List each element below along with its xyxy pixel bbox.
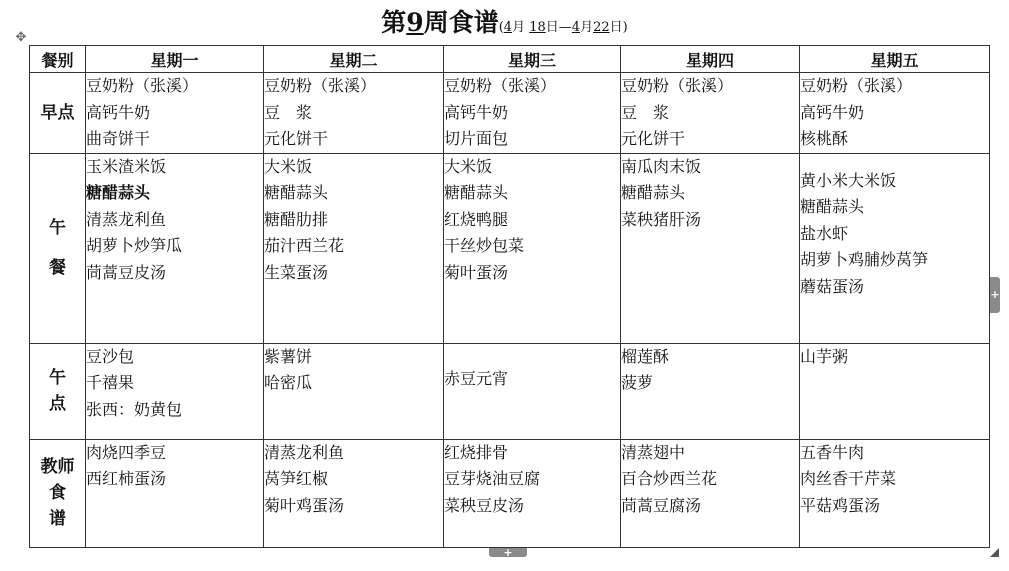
menu-item: 菊叶蛋汤 [444,262,509,282]
table-cell[interactable] [800,153,990,343]
table-cell[interactable] [444,153,621,343]
menu-item: 豆芽烧油豆腐 [444,469,541,488]
menu-item: 五香牛肉 [800,442,865,462]
menu-item: 核桃酥 [800,129,849,148]
table-cell[interactable] [86,73,264,154]
menu-item: 黄小米大米饭 [800,170,897,190]
table-cell[interactable] [621,343,800,439]
menu-item: 千禧果 [86,373,135,392]
menu-item: 红烧排骨 [444,442,509,462]
menu-item: 清蒸龙利鱼 [86,209,167,229]
header-monday[interactable]: 星期一 [86,46,264,73]
menu-item: 百合炒西兰花 [621,469,718,488]
add-column-plus-icon[interactable]: + [990,277,1000,313]
menu-item: 糖醋蒜头 [621,183,686,202]
table-cell[interactable] [444,343,621,439]
menu-item: 豆奶粉（张溪） [264,76,377,95]
menu-item: 哈密瓜 [264,373,313,392]
menu-item: 胡萝卜炒笋瓜 [86,236,183,255]
menu-item: 生菜蛋汤 [264,262,329,282]
breakfast-row [30,73,990,154]
teacher-menu-row [30,439,990,547]
menu-item: 糖醋蒜头 [800,197,865,216]
table-cell[interactable] [444,73,621,154]
meal-label-breakfast[interactable]: 早点 [30,73,86,154]
header-row [30,46,990,73]
menu-item: 清蒸龙利鱼 [264,442,345,462]
table-cell[interactable] [800,439,990,547]
lunch-row [30,153,990,343]
menu-item: 曲奇饼干 [86,129,151,148]
menu-item: 元化饼干 [621,129,686,148]
header-meal-type[interactable]: 餐别 [30,46,86,73]
menu-item: 胡萝卜鸡脯炒莴笋 [800,250,929,269]
table-cell[interactable] [264,73,444,154]
menu-item: 糖醋肋排 [264,209,329,229]
menu-item: 高钙牛奶 [444,102,509,122]
menu-item: 高钙牛奶 [86,102,151,122]
table-cell[interactable] [86,439,264,547]
header-tuesday[interactable]: 星期二 [264,46,444,73]
menu-item: 紫薯饼 [264,346,313,366]
menu-item: 肉烧四季豆 [86,442,167,462]
menu-item: 豆沙包 [86,346,135,366]
menu-item: 榴莲酥 [621,346,670,366]
menu-item: 豆奶粉（张溪） [444,76,557,95]
menu-item: 豆奶粉（张溪） [800,76,913,95]
table-cell[interactable] [264,439,444,547]
menu-item: 南瓜肉末饭 [621,156,702,176]
menu-item: 大米饭 [444,156,493,176]
menu-item: 干丝炒包菜 [444,236,525,255]
menu-item: 切片面包 [444,129,509,148]
menu-item: 菜秧豆皮汤 [444,495,525,515]
header-thursday[interactable]: 星期四 [621,46,800,73]
menu-item: 高钙牛奶 [800,102,865,122]
menu-title [0,3,1009,39]
menu-item: 豆奶粉（张溪） [86,76,199,95]
table-cell[interactable] [621,439,800,547]
menu-item: 菊叶鸡蛋汤 [264,495,345,515]
menu-item: 西红柿蛋汤 [86,469,167,488]
menu-item: 大米饭 [264,156,313,176]
header-wednesday[interactable]: 星期三 [444,46,621,73]
afternoon-snack-row [30,343,990,439]
menu-item: 糖醋蒜头 [264,183,329,202]
meal-label-teacher[interactable]: 教师 食 谱 [30,439,86,547]
menu-item: 糖醋蒜头 [86,183,151,202]
move-handle-icon[interactable]: ✥ [15,30,27,45]
table-cell[interactable] [444,439,621,547]
menu-item: 茼蒿豆腐汤 [621,495,702,515]
week-number: 9 [406,8,424,37]
menu-item: 豆 浆 [621,102,670,122]
menu-item: 菠萝 [621,373,654,392]
resize-handle-icon[interactable] [990,548,999,557]
title-prefix: 第 [381,8,407,37]
menu-item: 菜秧猪肝汤 [621,209,702,229]
menu-item: 糖醋蒜头 [444,183,509,202]
menu-item: 豆 浆 [264,102,313,122]
menu-item: 豆奶粉（张溪） [621,76,734,95]
table-cell[interactable] [264,343,444,439]
menu-item: 元化饼干 [264,129,329,148]
menu-item: 肉丝香干芹菜 [800,469,897,488]
title-suffix: 周食谱 [423,8,499,37]
menu-item: 茄汁西兰花 [264,236,345,255]
table-cell[interactable] [621,73,800,154]
date-range: (4月 18日—4月22日) [498,20,628,35]
table-cell[interactable] [621,153,800,343]
meal-label-lunch[interactable]: 午 餐 [30,153,86,343]
menu-item: 张西：奶黄包 [86,399,183,419]
table-cell[interactable] [800,343,990,439]
menu-item: 盐水虾 [800,223,849,243]
menu-item: 赤豆元宵 [444,368,509,388]
meal-label-afternoon-snack[interactable]: 午 点 [30,343,86,439]
table-cell[interactable] [264,153,444,343]
menu-item: 玉米渣米饭 [86,156,167,176]
table-cell[interactable] [86,343,264,439]
header-friday[interactable]: 星期五 [800,46,990,73]
menu-item: 清蒸翅中 [621,442,686,462]
menu-item: 蘑菇蛋汤 [800,276,865,296]
menu-item: 平菇鸡蛋汤 [800,495,881,515]
menu-item: 山芋粥 [800,346,849,366]
table-cell[interactable] [86,153,264,343]
weekly-menu-table [29,45,990,548]
menu-item: 茼蒿豆皮汤 [86,262,167,282]
add-row-plus-icon[interactable]: + [489,548,527,557]
menu-item: 莴笋红椒 [264,469,329,488]
table-cell[interactable] [800,73,990,154]
menu-item: 红烧鸭腿 [444,209,509,229]
